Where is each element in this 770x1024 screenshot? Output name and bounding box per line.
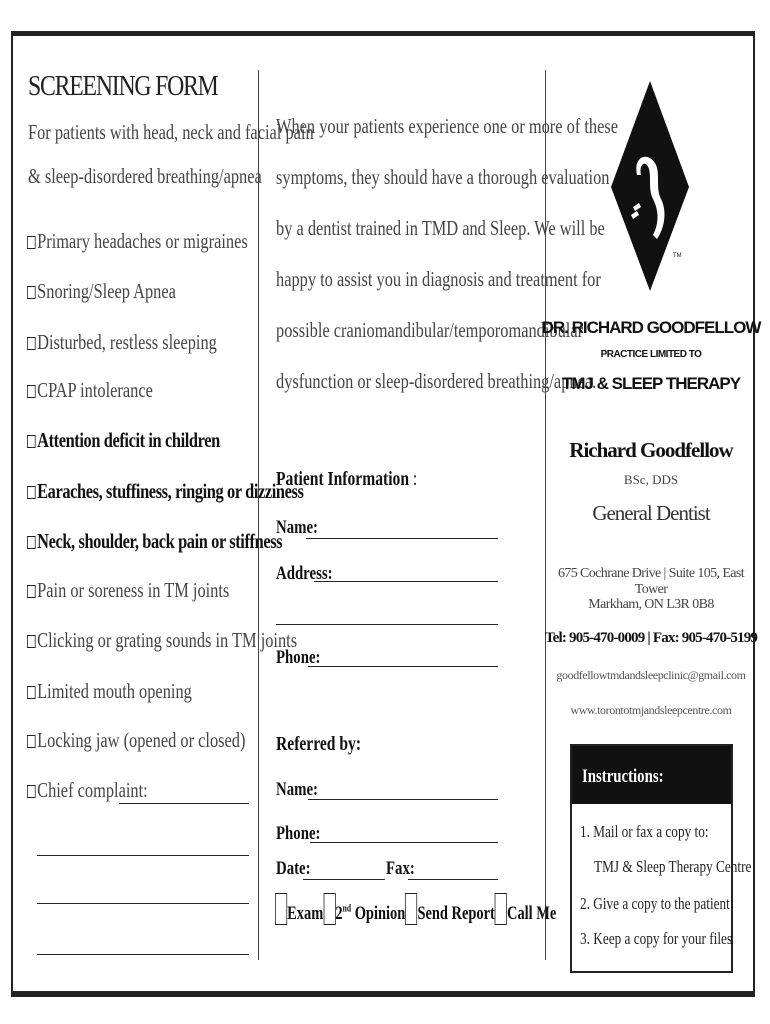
symptom-checkbox-row[interactable]: Locking jaw (opened or closed) xyxy=(27,728,245,753)
form-subtitle-line-1: For patients with head, neck and facial pain xyxy=(28,120,314,144)
call-me-checkbox[interactable] xyxy=(495,893,507,925)
symptom-checkbox-row[interactable]: Pain or soreness in TM joints xyxy=(27,578,229,603)
form-subtitle-line-2: & sleep-disordered breathing/apnea xyxy=(28,164,262,188)
symptom-checkbox-row[interactable]: Neck, shoulder, back pain or stiffness xyxy=(27,529,282,554)
referrer-name-label: Name: xyxy=(276,779,318,800)
trademark-mark: TM xyxy=(673,253,682,259)
checkbox[interactable] xyxy=(27,635,36,648)
instruction-step: TMJ & Sleep Therapy Centre xyxy=(594,857,752,876)
referral-fax-field[interactable] xyxy=(408,879,498,880)
patient-address-field-2[interactable] xyxy=(276,624,498,625)
instructions-header xyxy=(572,746,731,804)
doctor-degrees: BSc, DDS xyxy=(623,472,679,487)
checkbox[interactable] xyxy=(27,236,36,249)
referrer-name-field[interactable] xyxy=(308,799,498,800)
checkbox[interactable] xyxy=(27,785,36,798)
referrer-phone-label: Phone: xyxy=(276,823,321,844)
checkbox[interactable] xyxy=(27,337,36,350)
referred-by-heading: Referred by: xyxy=(276,733,362,755)
referral-fax-label: Fax: xyxy=(386,858,415,879)
symptom-checkbox-row[interactable]: Disturbed, restless sleeping xyxy=(27,330,217,355)
instruction-step: 2. Give a copy to the patient xyxy=(580,894,730,913)
checkbox[interactable] xyxy=(27,735,36,748)
checkbox[interactable] xyxy=(27,486,36,499)
patient-address-label: Address: xyxy=(276,563,333,584)
address-line-2: Markham, ON L3R 0B8 xyxy=(588,597,714,612)
referral-options-row: Exam 2nd Opinion Send Report Call Me xyxy=(275,893,556,925)
instruction-step: 1. Mail or fax a copy to: xyxy=(580,822,709,841)
exam-checkbox[interactable] xyxy=(275,893,287,925)
chief-complaint-line[interactable] xyxy=(37,855,249,856)
patient-info-heading: Patient Information : xyxy=(276,468,418,490)
checkbox[interactable] xyxy=(27,536,36,549)
practice-limited: PRACTICE LIMITED TO xyxy=(600,349,702,360)
email-link[interactable]: goodfellowtmdandsleepclinic@gmail.com xyxy=(556,668,746,682)
symptom-checkbox-row[interactable]: CPAP intolerance xyxy=(27,378,153,403)
referral-date-field[interactable] xyxy=(303,879,385,880)
checkbox[interactable] xyxy=(27,585,36,598)
checkbox[interactable] xyxy=(27,286,36,299)
form-title: SCREENING FORM xyxy=(28,70,218,102)
chief-complaint-row[interactable]: Chief complaint: xyxy=(27,778,148,803)
address-line-1: 675 Cochrane Drive | Suite 105, East Tower xyxy=(557,566,745,597)
patient-name-label: Name: xyxy=(276,517,318,538)
symptom-checkbox-row[interactable]: Attention deficit in children xyxy=(27,428,220,453)
patient-name-field[interactable] xyxy=(306,538,498,539)
instructions-box xyxy=(570,744,752,973)
tmj-logo-icon xyxy=(607,77,693,297)
tel-fax: Tel: 905-470-0009 | Fax: 905-470-5199 xyxy=(544,630,758,646)
symptom-checkbox-row[interactable]: Primary headaches or migraines xyxy=(27,229,248,254)
doctor-name: Richard Goodfellow xyxy=(569,438,733,462)
second-opinion-checkbox[interactable] xyxy=(323,893,335,925)
column-divider-left xyxy=(258,70,259,960)
checkbox[interactable] xyxy=(27,435,36,448)
patient-phone-label: Phone: xyxy=(276,647,321,668)
patient-address-field[interactable] xyxy=(314,581,498,582)
patient-phone-field[interactable] xyxy=(308,666,498,667)
practice-focus: TMJ & SLEEP THERAPY xyxy=(561,374,741,393)
instruction-step: 3. Keep a copy for your files xyxy=(580,929,733,948)
symptom-checkbox-row[interactable]: Limited mouth opening xyxy=(27,679,192,704)
referral-date-label: Date: xyxy=(276,858,311,879)
checkbox[interactable] xyxy=(27,385,36,398)
chief-complaint-line[interactable] xyxy=(37,903,249,904)
chief-complaint-line[interactable] xyxy=(37,954,249,955)
symptom-checkbox-row[interactable]: Snoring/Sleep Apnea xyxy=(27,279,176,304)
chief-complaint-line[interactable] xyxy=(119,803,249,804)
instructions-heading: Instructions: xyxy=(582,766,664,787)
send-report-checkbox[interactable] xyxy=(405,893,417,925)
checkbox[interactable] xyxy=(27,686,36,699)
referrer-phone-field[interactable] xyxy=(310,842,498,843)
symptom-checkbox-row[interactable]: Earaches, stuffiness, ringing or dizziness xyxy=(27,479,303,504)
symptom-checkbox-row[interactable]: Clicking or grating sounds in TM joints xyxy=(27,628,297,653)
intro-paragraph: When your patients experience one or more of these symptoms, they should have a thorough evaluation by a dentist trained in TMD and Sleep. We will be happy to assist you in diagnosis and treatment for possible craniomandibular/temporomandibular dysfunction or sleep-disordered breathing/apnea. xyxy=(276,114,619,393)
doctor-role: General Dentist xyxy=(592,501,710,525)
practice-name: DR. RICHARD GOODFELLOW xyxy=(541,318,761,337)
website-link[interactable]: www.torontotmjandsleepcentre.com xyxy=(570,703,732,717)
